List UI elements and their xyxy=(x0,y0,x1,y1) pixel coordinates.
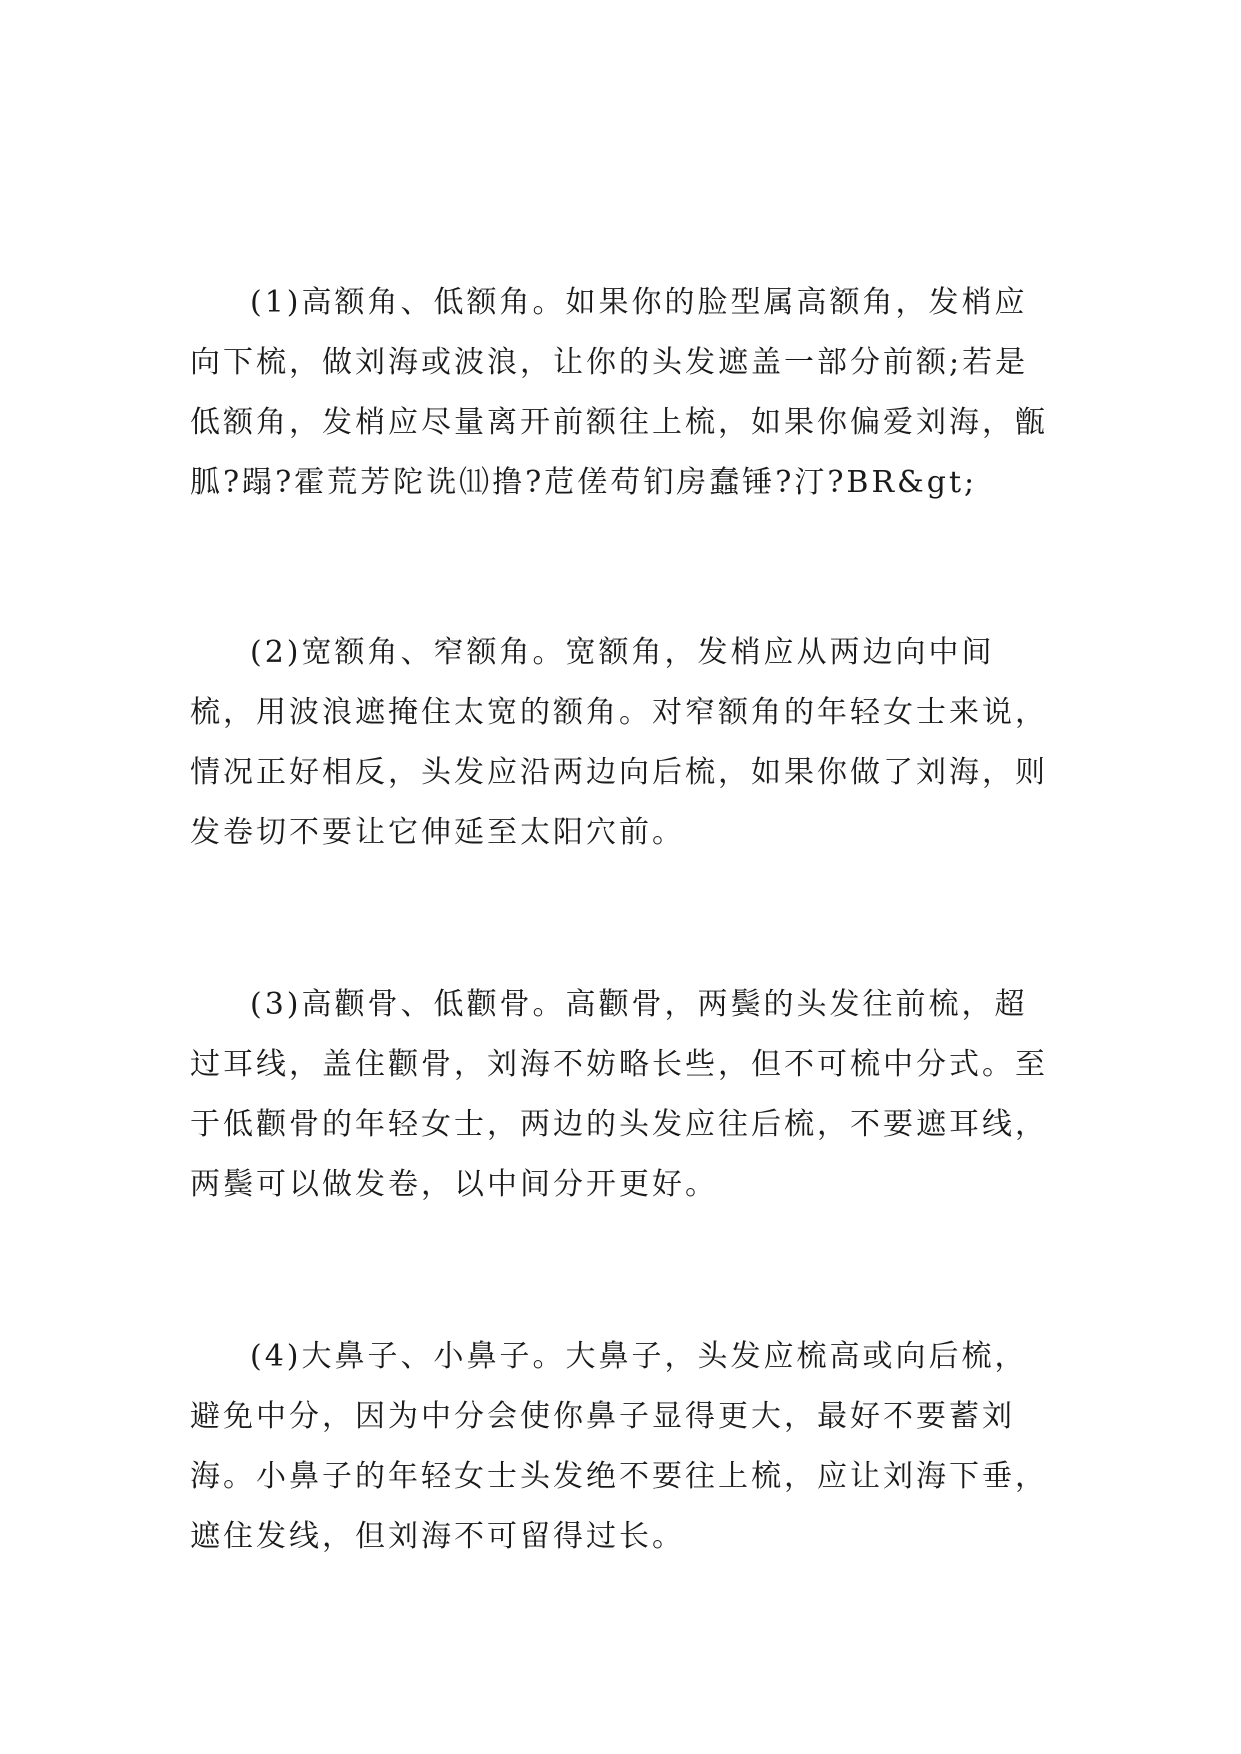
paragraph-forehead-width: (2)宽额角、窄额角。宽额角，发梢应从两边向中间梳，用波浪遮掩住太宽的额角。对窄额角的年轻女士来说，情况正好相反，头发应沿两边向后梳，如果你做了刘海，则发卷切不要让它伸延至太阳穴前。 xyxy=(190,635,1048,850)
paragraph-cheekbones: (3)高颧骨、低颧骨。高颧骨，两鬓的头发往前梳，超过耳线，盖住颧骨，刘海不妨略长些，但不可梳中分式。至于低颧骨的年轻女士，两边的头发应往后梳，不要遮耳线，两鬓可以做发卷，以中间分开更好。 xyxy=(190,987,1048,1202)
paragraph-nose: (4)大鼻子、小鼻子。大鼻子，头发应梳高或向后梳，避免中分，因为中分会使你鼻子显得更大，最好不要蓄刘海。小鼻子的年轻女士头发绝不要往上梳，应让刘海下垂，遮住发线，但刘海不可留得过长。 xyxy=(190,1339,1048,1554)
paragraph-forehead-height: (1)高额角、低额角。如果你的脸型属高额角，发梢应向下梳，做刘海或波浪，让你的头发遮盖一部分前额;若是低额角，发梢应尽量离开前额往上梳，如果你偏爱刘海，甑胍?蹋?霍荒芳陀诜⑾撸?苊傞苟钔房蠢锤?汀?BR&gt; xyxy=(190,285,1048,500)
